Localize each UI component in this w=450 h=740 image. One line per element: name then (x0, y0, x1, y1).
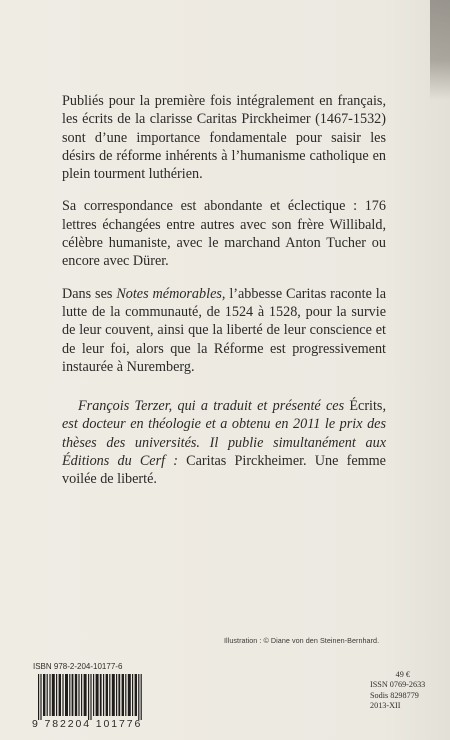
barcode-block (32, 662, 152, 734)
price: 49 € (395, 670, 410, 679)
blurb (62, 92, 386, 390)
issn: ISSN 0769-2633 (370, 680, 426, 690)
bio-book-title: Écrits (349, 398, 383, 414)
bio-part-3: , est docteur en théologie et a obtenu en 2011 le prix des thèses des universités. Il publie simultanément aux Éditions du Cerf : (62, 398, 386, 469)
edition-code: 2013-XII (370, 700, 401, 710)
blurb-paragraph-2: Sa correspondance est abondante et éclectique : 176 lettres échangées entre autres avec son frère Willibald, célèbre humaniste, avec le marchand Anton Tucher ou encore avec Dürer. (62, 198, 386, 270)
sodis-code: Sodis 8298779 (370, 690, 419, 700)
barcode-digits: 9 782204 101776 (32, 718, 143, 730)
publication-info (320, 670, 426, 711)
illustration-credit: Illustration : © Diane von den Steinen-Bernhard. (224, 636, 380, 645)
cover-edge-shadow (430, 0, 450, 100)
bio-other-book: Caritas Pirckheimer. Une femme voilée de liberté. (62, 452, 386, 488)
bio-part-1: François Terzer, qui a traduit et présenté ces (78, 398, 350, 414)
blurb-paragraph-3 (62, 285, 386, 376)
barcode-image (32, 674, 150, 720)
blurb-p3-lead: Dans ses (62, 285, 117, 302)
blurb-p3-rest: , l’abbesse Caritas raconte la lutte de la communauté, de 1524 à 1528, pour la survie de leur couvent, ainsi que la liberté de leur conscience et de leur foi, alors que la Réforme est progressivement instaurée à Nuremberg. (62, 285, 387, 375)
author-bio (62, 397, 386, 488)
blurb-paragraph-1: Publiés pour la première fois intégralement en français, les écrits de la clarisse Caritas Pirckheimer (1467-1532) sont d’une importance fondamentale pour saisir les désirs de réforme inhérents à l’humanisme catholique en plein tourment luthérien. (62, 93, 386, 183)
work-title: Notes mémorables (116, 285, 222, 302)
isbn-label: ISBN 978-2-204-10177-6 (33, 662, 123, 671)
